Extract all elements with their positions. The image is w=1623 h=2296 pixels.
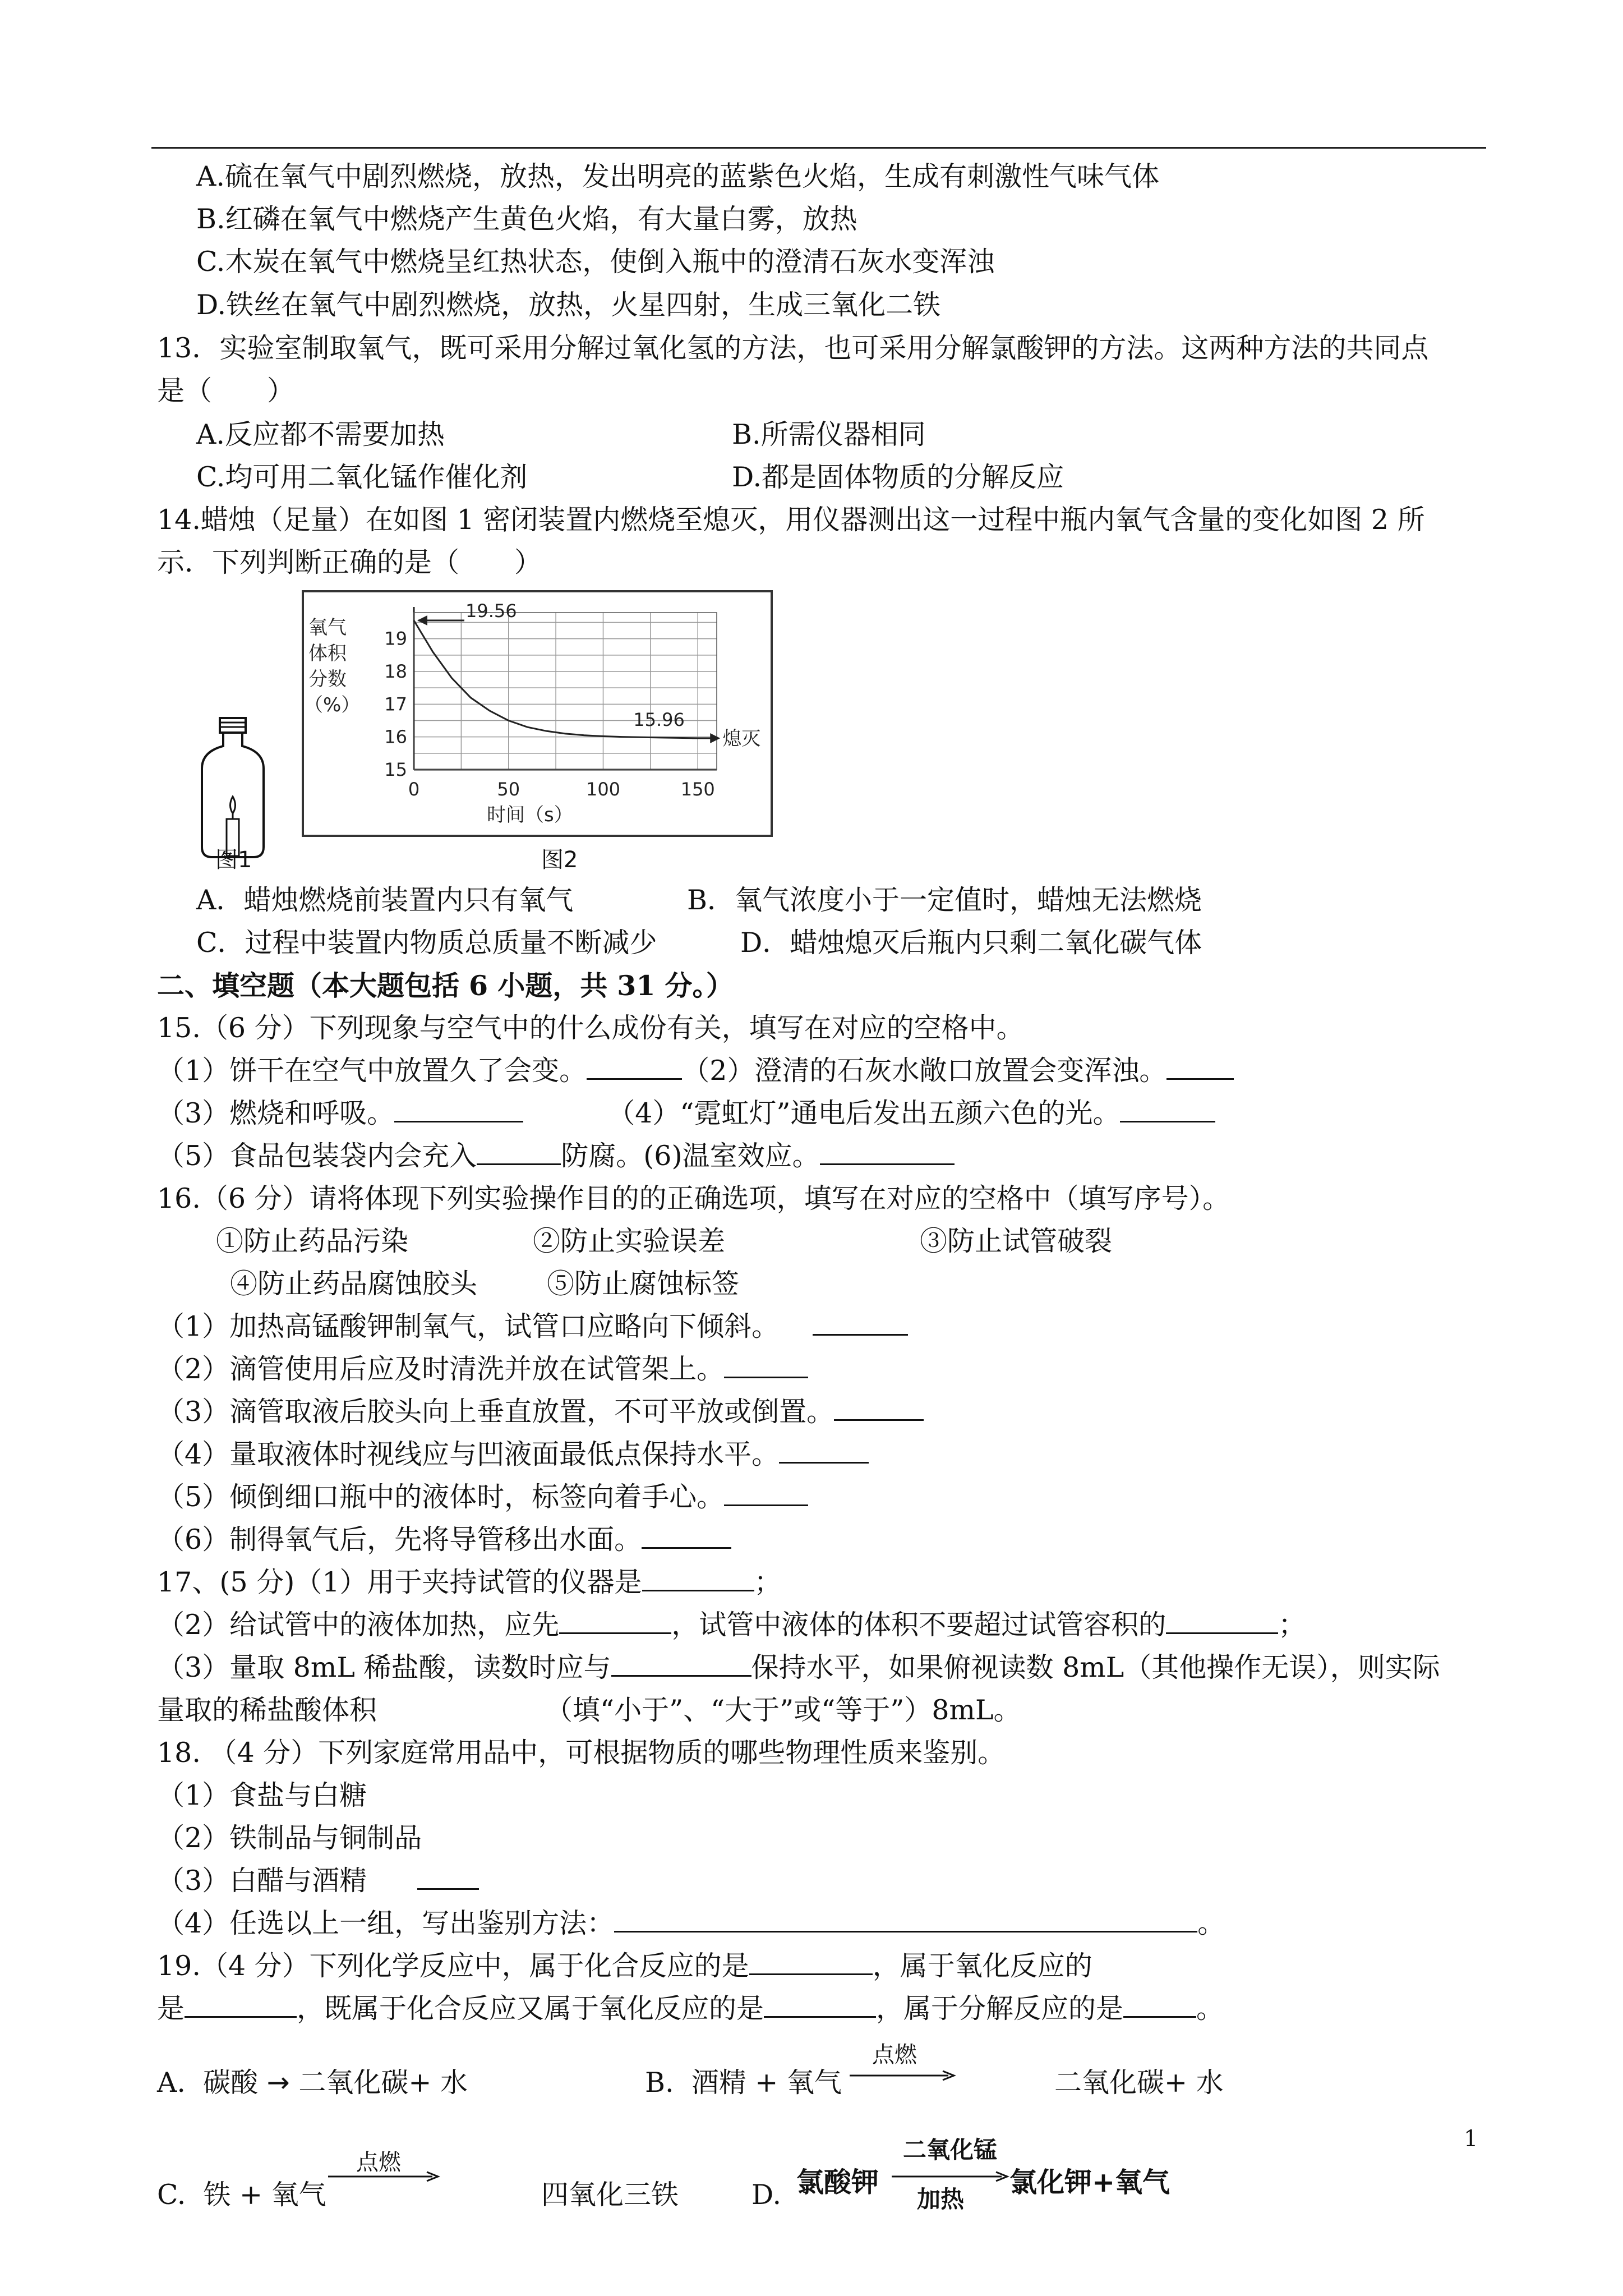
reaction-d-products: 氯化钾+氧气 <box>1009 2166 1170 2198</box>
q14-stem-line1: 14.蜡烛（足量）在如图 1 密闭装置内燃烧至熄灭，用仪器测出这一过程中瓶内氧气含量的变化如图 2 所 <box>157 504 1425 536</box>
q16-line1 <box>157 1308 908 1345</box>
y-tick-label: 15 <box>384 759 407 780</box>
q18-line4 <box>157 1905 1225 1942</box>
q16-line4 <box>157 1436 869 1473</box>
q13-option-d: D.都是固体物质的分解反应 <box>732 461 1064 493</box>
q17-line2 <box>157 1607 1306 1644</box>
q12-option-b: B.红磷在氧气中燃烧产生黄色火焰，有大量白雾，放热 <box>196 203 857 235</box>
q14-option-d: D．蜡烛熄灭后瓶内只剩二氧化碳气体 <box>740 927 1202 959</box>
oxygen-chart <box>302 590 773 837</box>
figure2-caption: 图2 <box>541 847 578 873</box>
q17-blank4[interactable] <box>611 1650 751 1677</box>
annotation-arrow-head <box>710 733 720 743</box>
y-label-line: 分数 <box>308 668 347 691</box>
q19-blank4[interactable] <box>1123 1991 1196 2018</box>
figure1-caption: 图1 <box>215 847 252 873</box>
q14-stem-line2: 示．下列判断正确的是（ ） <box>157 546 542 578</box>
q15-part4: （4）“霓虹灯”通电后发出五颜六色的光。 <box>607 1097 1121 1129</box>
q14-option-b: B．氧气浓度小于一定值时，蜡烛无法燃烧 <box>687 884 1202 916</box>
q16-part5: （5）倾倒细口瓶中的液体时，标签向着手心。 <box>157 1481 725 1513</box>
q14-option-c: C．过程中装置内物质总质量不断减少 <box>196 927 657 959</box>
q18-item4b: 。 <box>1197 1907 1225 1939</box>
q18-item1: （1）食盐与白糖 <box>157 1779 367 1811</box>
reaction-a <box>157 2064 468 2101</box>
reaction-a-right: 二氧化碳+ 水 <box>289 2067 468 2099</box>
q16-blank3[interactable] <box>834 1395 924 1421</box>
q17-part3a: （3）量取 8mL 稀盐酸，读数时应与 <box>157 1651 611 1683</box>
q15-blank6[interactable] <box>820 1139 955 1165</box>
annotation-end-value: 15.96 <box>633 709 685 730</box>
reaction-c-left: C. 铁 + 氧气 <box>157 2179 326 2211</box>
x-tick-label: 150 <box>680 779 715 800</box>
q15-blank5[interactable] <box>477 1139 561 1165</box>
q16-part3: （3）滴管取液后胶头向上垂直放置，不可平放或倒置。 <box>157 1396 834 1428</box>
q19-part2a: 是 <box>157 1993 185 2024</box>
reaction-arrow-icon <box>328 2171 440 2182</box>
y-tick-label: 17 <box>384 693 407 715</box>
page-number: 1 <box>1464 2126 1478 2152</box>
q16-option-2: ②防止实验误差 <box>533 1225 726 1257</box>
q17-part2a: （2）给试管中的液体加热，应先 <box>157 1609 560 1641</box>
q19-line2 <box>157 1990 1224 2027</box>
reaction-d-reactant: 氯酸钾 <box>796 2166 879 2198</box>
q15-part5b: 防腐。(6)温室效应。 <box>561 1140 820 1172</box>
q17-part3b: 保持水平，如果俯视读数 8mL（其他操作无误），则实际 <box>751 1651 1440 1683</box>
q17-line3 <box>157 1649 1440 1686</box>
q16-part6: （6）制得氧气后，先将导管移出水面。 <box>157 1524 642 1556</box>
plot-area <box>414 613 717 770</box>
q16-blank2[interactable] <box>724 1352 808 1378</box>
reaction-c-right: 四氧化三铁 <box>541 2179 679 2211</box>
header-rule <box>151 147 1486 149</box>
q13-option-a: A.反应都不需要加热 <box>196 418 445 450</box>
q17-part4a: 量取的稀盐酸体积 <box>157 1694 377 1726</box>
q15-blank2[interactable] <box>1166 1053 1234 1080</box>
q16-option-1: ①防止药品污染 <box>216 1225 409 1257</box>
q15-line1 <box>157 1052 1234 1089</box>
q19-part1a: 19.（4 分）下列化学反应中，属于化合反应的是 <box>157 1950 749 1982</box>
y-label-line: 体积 <box>308 642 347 665</box>
q13-stem-line1: 13．实验室制取氧气，既可采用分解过氧化氢的方法，也可采用分解氯酸钾的方法。这两种方法的共同点 <box>157 332 1429 364</box>
q15-blank4[interactable] <box>1120 1096 1215 1122</box>
reaction-arrow-icon <box>850 2070 956 2081</box>
q14-option-a: A．蜡烛燃烧前装置内只有氧气 <box>196 884 574 916</box>
reaction-a-left: A. 碳酸 <box>157 2067 267 2099</box>
reaction-d-label: D. <box>751 2179 782 2211</box>
q18-item4a: （4）任选以上一组，写出鉴别方法： <box>157 1907 615 1939</box>
q13-stem-line2: 是（ ） <box>157 375 295 407</box>
q18-line3 <box>157 1862 479 1899</box>
q12-option-a: A.硫在氧气中剧烈燃烧，放热，发出明亮的蓝紫色火焰，生成有刺激性气味气体 <box>196 160 1159 192</box>
y-tick-label: 16 <box>384 726 407 748</box>
q18-item2: （2）铁制品与铜制品 <box>157 1822 422 1854</box>
q15-stem: 15.（6 分）下列现象与空气中的什么成份有关，填写在对应的空格中。 <box>157 1012 1024 1044</box>
q13-option-c: C.均可用二氧化锰作催化剂 <box>196 461 528 493</box>
q17-blank1[interactable] <box>642 1565 754 1591</box>
reaction-b-right: 二氧化碳+ 水 <box>1054 2067 1224 2099</box>
y-tick-label: 18 <box>384 661 407 682</box>
q16-blank4[interactable] <box>779 1437 869 1464</box>
q16-blank5[interactable] <box>724 1480 808 1506</box>
reaction-b-condition: 点燃 <box>872 2042 917 2068</box>
q19-blank2[interactable] <box>185 1991 297 2018</box>
q18-blank4[interactable] <box>614 1906 1197 1932</box>
annotation-arrow-head <box>417 615 427 625</box>
x-tick-label: 0 <box>408 779 420 800</box>
section-heading: 二、填空题（本大题包括 6 小题，共 31 分。） <box>157 969 734 1002</box>
q15-part5a: （5）食品包装袋内会充入 <box>157 1140 477 1172</box>
q16-stem: 16.（6 分）请将体现下列实验操作目的的正确选项，填写在对应的空格中（填写序号）。 <box>157 1182 1230 1214</box>
x-tick-label: 50 <box>497 779 520 800</box>
q17-line1 <box>157 1564 782 1601</box>
q17-part2c: ； <box>1278 1609 1306 1641</box>
q15-part2: （2）澄清的石灰水敞口放置会变浑浊。 <box>682 1055 1167 1087</box>
y-label-line: （%） <box>304 694 361 716</box>
annotation-start-value: 19.56 <box>465 600 517 622</box>
q15-blank1[interactable] <box>587 1053 682 1080</box>
q12-option-c: C.木炭在氧气中燃烧呈红热状态，使倒入瓶中的澄清石灰水变浑浊 <box>196 246 995 278</box>
reaction-arrow-icon: → <box>266 2067 290 2099</box>
x-tick-label: 100 <box>585 779 621 800</box>
reaction-d-heat: 加热 <box>917 2185 965 2213</box>
q17-part4b: （填“小于”、“大于”或“等于”）8mL。 <box>545 1694 1021 1726</box>
annotation-extinguished: 熄灭 <box>722 728 761 750</box>
y-label-line: 氧气 <box>308 616 347 639</box>
q15-part3: （3）燃烧和呼吸。 <box>157 1097 395 1129</box>
reaction-b-left: B. 酒精 + 氧气 <box>645 2067 842 2099</box>
y-axis-label <box>304 616 360 716</box>
q19-blank1[interactable] <box>749 1949 873 1975</box>
reaction-d-catalyst: 二氧化锰 <box>903 2136 998 2164</box>
q16-part2: （2）滴管使用后应及时清洗并放在试管架上。 <box>157 1353 725 1385</box>
q17-part1a: 17、(5 分)（1）用于夹持试管的仪器是 <box>157 1566 642 1598</box>
q16-option-3: ③防止试管破裂 <box>920 1225 1113 1257</box>
q13-option-b: B.所需仪器相同 <box>732 418 926 450</box>
x-axis-label: 时间（s） <box>487 804 573 826</box>
q19-part2c: ，属于分解反应的是 <box>876 1993 1124 2024</box>
q16-option-4: ④防止药品腐蚀胶头 <box>230 1268 478 1300</box>
q16-option-5: ⑤防止腐蚀标签 <box>547 1268 740 1300</box>
q19-part2d: 。 <box>1196 1993 1224 2024</box>
q16-line3 <box>157 1393 924 1430</box>
q19-blank3[interactable] <box>764 1991 876 2018</box>
q18-item3: （3）白醋与酒精 <box>157 1865 367 1897</box>
q15-line3 <box>157 1138 955 1175</box>
q15-blank3[interactable] <box>394 1096 523 1122</box>
reaction-arrow-icon <box>892 2171 1009 2182</box>
q17-blank2[interactable] <box>559 1608 671 1634</box>
q16-line2 <box>157 1351 808 1388</box>
q19-line1 <box>157 1948 1092 1985</box>
q16-part1: （1）加热高锰酸钾制氧气，试管口应略向下倾斜。 <box>157 1310 780 1342</box>
q18-blank3[interactable] <box>417 1864 479 1890</box>
q15-part1: （1）饼干在空气中放置久了会变。 <box>157 1055 587 1087</box>
q17-part1b: ； <box>754 1566 782 1598</box>
q17-line4 <box>157 1692 1021 1729</box>
q18-stem: 18. （4 分）下列家庭常用品中，可根据物质的哪些物理性质来鉴别。 <box>157 1737 1006 1769</box>
q16-line5 <box>157 1479 808 1516</box>
q17-part2b: ，试管中液体的体积不要超过试管容积的 <box>671 1609 1166 1641</box>
q16-blank1[interactable] <box>813 1309 908 1336</box>
q16-blank6[interactable] <box>642 1522 731 1549</box>
q19-part1b: ，属于氧化反应的 <box>872 1950 1092 1982</box>
q16-line6 <box>157 1521 731 1558</box>
q15-line2 <box>157 1095 1215 1132</box>
q19-part2b: ，既属于化合反应又属于氧化反应的是 <box>297 1993 764 2024</box>
q17-blank3[interactable] <box>1166 1608 1278 1634</box>
q16-part4: （4）量取液体时视线应与凹液面最低点保持水平。 <box>157 1438 780 1470</box>
q12-option-d: D.铁丝在氧气中剧烈燃烧，放热，火星四射，生成三氧化二铁 <box>196 289 941 321</box>
reaction-c-condition: 点燃 <box>356 2150 401 2175</box>
y-tick-label: 19 <box>384 628 407 650</box>
